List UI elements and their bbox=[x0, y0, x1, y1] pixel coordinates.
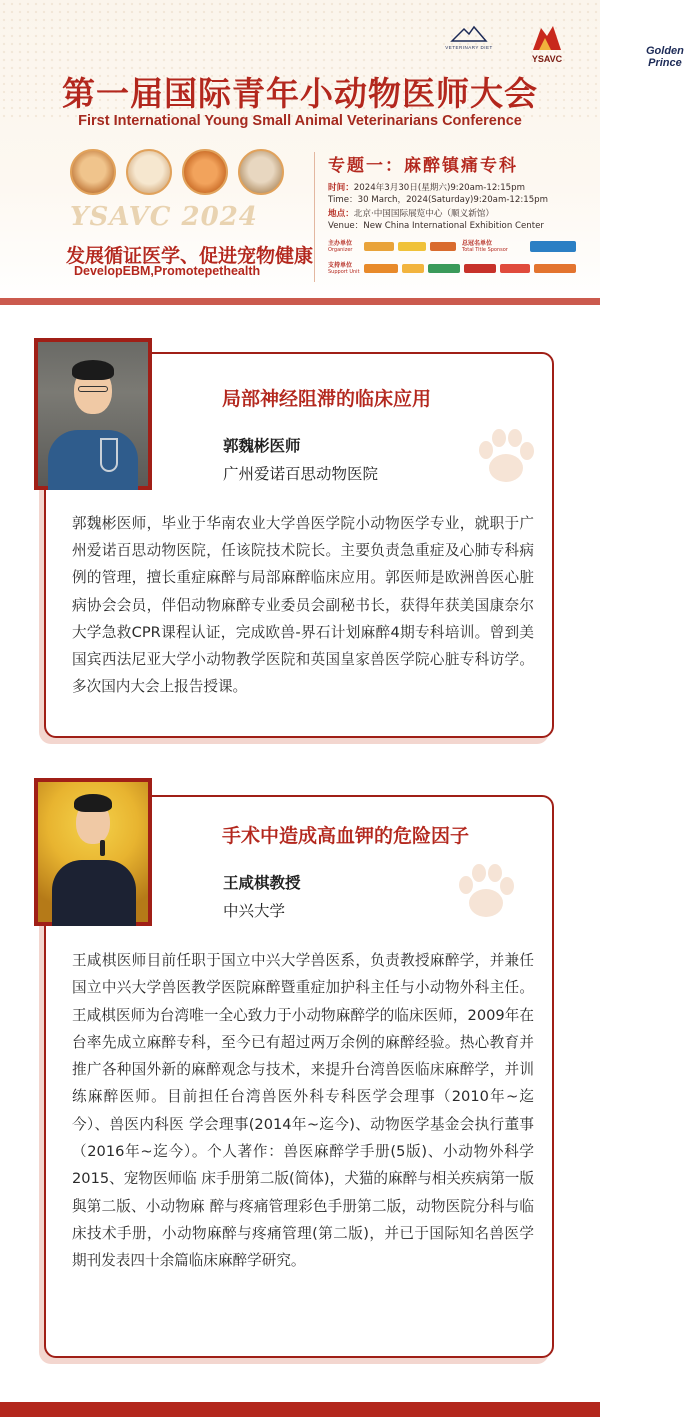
puppy-photo bbox=[126, 149, 172, 195]
corgi-photo bbox=[182, 149, 228, 195]
talk-title-2: 手术中造成高血钾的危险因子 bbox=[222, 825, 470, 847]
slogan-en: DevelopEBM,Promotepethealth bbox=[74, 264, 261, 278]
support-label: 支持单位 Support Unit bbox=[328, 262, 360, 275]
speaker-photo-2 bbox=[38, 782, 148, 922]
slogan-cn: 发展循证医学、促进宠物健康 bbox=[66, 245, 314, 267]
support-logo-4 bbox=[464, 264, 496, 273]
organizer-logo-2 bbox=[398, 242, 426, 251]
speaker-photo-frame-2 bbox=[34, 778, 152, 926]
speaker-org-1: 广州爱诺百思动物医院 bbox=[223, 465, 379, 483]
venue-cn: 地点：北京·中国国际展览中心（顺义新馆） bbox=[328, 209, 495, 219]
conference-title-cn: 第一届国际青年小动物医师大会 bbox=[62, 74, 538, 113]
title-sponsor-label: 总冠名单位 Total Title Sponsor bbox=[462, 240, 508, 253]
paw-print-icon bbox=[470, 420, 540, 490]
talk-title-1: 局部神经阻滞的临床应用 bbox=[222, 388, 432, 410]
speaker-photo-1 bbox=[38, 342, 148, 486]
support-logo-3 bbox=[428, 264, 460, 273]
header-bottom-band bbox=[0, 298, 600, 305]
ysavc-logo bbox=[516, 22, 578, 64]
cat-photo bbox=[70, 149, 116, 195]
conference-header bbox=[0, 0, 684, 305]
speaker-photo-frame-1 bbox=[34, 338, 152, 490]
golden-prince-name: Golden Prince bbox=[646, 45, 684, 69]
time-cn: 时间：2024年3月30日(星期六)9:20am-12:15pm bbox=[328, 183, 525, 193]
pet-photo-row bbox=[70, 149, 284, 195]
mountain-icon bbox=[452, 27, 486, 41]
kitten-photo bbox=[238, 149, 284, 195]
header-divider bbox=[314, 152, 315, 282]
paw-print-icon bbox=[450, 855, 520, 925]
topic-title: 专题一：麻醉镇痛专科 bbox=[328, 156, 518, 176]
speaker-org-2: 中兴大学 bbox=[223, 902, 286, 920]
support-logo-1 bbox=[364, 264, 398, 273]
golden-prince-sub: VETERINARY DIET bbox=[445, 45, 493, 50]
speaker-bio-2: 王咸棋医师目前任职于国立中兴大学兽医系，负责教授麻醉学，并兼任国立中兴大学兽医教学医院麻醉暨重症加护科主任与小动物外科主任。王咸棋医师为台湾唯一全心致力于小动物麻醉学的临床医师，2009年在台率先成立麻醉专科，至今已有超过两万余例的麻醉经验。热心教育并推广各种国外新的麻醉观念与技术，来提升台湾兽医临床麻醉学，并训练麻醉医师。目前担任台湾兽医外科专科医学会理事（2010年~迄今）、兽医内科医 学会理事(2014年~迄今)、动物医学基金会执行董事（2016年~迄今）。个人著作：兽医麻醉学手册(5版)、小动物外科学2015、宠物医师临 床手册第二版(简体)，犬猫的麻醉与相关疾病第一版與第二版、小动物麻 醉与疼痛管理彩色手册第二版，动物医院分科与临床技术手册，小动物麻醉与疼痛管理(第二版)，并已于国际知名兽医学期刊发表四十余篇临床麻醉学研究。 bbox=[72, 952, 534, 1270]
dog-cat-icon bbox=[527, 22, 567, 52]
organizer-logo-3 bbox=[430, 242, 456, 251]
support-logo-6 bbox=[534, 264, 576, 273]
speaker-name-2: 王咸棋教授 bbox=[223, 874, 301, 892]
support-logo-2 bbox=[402, 264, 424, 273]
sponsor-block bbox=[328, 238, 578, 286]
ysavc-logo-text: YSAVC bbox=[531, 54, 563, 64]
conference-title-en: First International Young Small Animal Veterinarians Conference bbox=[78, 113, 522, 129]
time-en: Time：30 March，2024(Saturday)9:20am-12:15pm bbox=[328, 195, 549, 205]
speaker-bio-1: 郭魏彬医师，毕业于华南农业大学兽医学院小动物医学专业，就职于广州爱诺百思动物医院，任该院技术院长。主要负责急重症及心肺专科病例的管理，擅长重症麻醉与局部麻醉临床应用。郭医师是欧洲兽医心脏病协会会员，伴侣动物麻醉专业委员会副秘书长，获得年获美国康奈尔大学急救CPR课程认证，完成欧兽-界石计划麻醉4期专科培训。曾到美国宾西法尼亚大学小动物教学医院和英国皇家兽医学院心脏专科访学。多次国内大会上报告授课。 bbox=[72, 515, 534, 696]
title-sponsor-logo bbox=[530, 241, 576, 252]
ysavc-watermark: YSAVC 2024 bbox=[70, 202, 258, 232]
speaker-name-1: 郭魏彬医师 bbox=[223, 437, 301, 455]
organizer-label: 主办单位 Organizer bbox=[328, 240, 353, 253]
footer-bar bbox=[0, 1402, 600, 1417]
venue-en: Venue：New China International Exhibition Center bbox=[328, 221, 544, 231]
organizer-logo-1 bbox=[364, 242, 394, 251]
support-logo-5 bbox=[500, 264, 530, 273]
